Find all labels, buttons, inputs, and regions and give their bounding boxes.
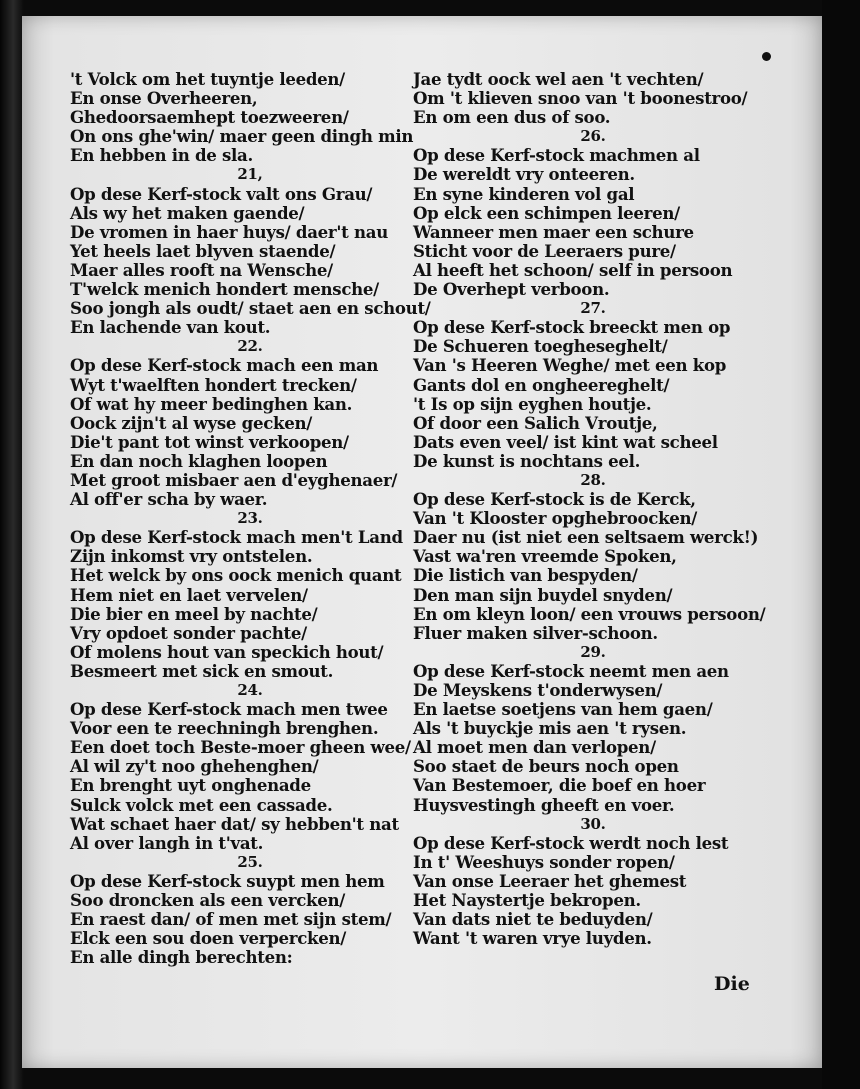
verse-line: Wyt t'waelften hondert trecken/ bbox=[70, 374, 357, 395]
stanza-number: 22. bbox=[237, 337, 263, 356]
verse-line: T'welck menich hondert mensche/ bbox=[70, 279, 379, 300]
verse-line: Al wil zy't noo ghehenghen/ bbox=[70, 756, 319, 777]
verse-line: Met groot misbaer aen d'eyghenaer/ bbox=[70, 469, 398, 490]
stanza-number: 29. bbox=[580, 642, 606, 661]
verse-line: Op dese Kerf-stock suypt men hem bbox=[70, 870, 385, 891]
verse-line: Een doet toch Beste-moer gheen wee/ bbox=[70, 737, 411, 758]
verse-line: Om 't klieven snoo van 't boonestroo/ bbox=[413, 88, 748, 109]
verse-line: Daer nu (ist niet een seltsaem werck!) bbox=[413, 527, 759, 548]
verse-line: Sticht voor de Leeraers pure/ bbox=[413, 240, 676, 261]
verse-line: Van 't Klooster opghebroocken/ bbox=[413, 508, 698, 529]
verse-line: Op dese Kerf-stock breeckt men op bbox=[413, 317, 731, 338]
verse-line: De wereldt vry onteeren. bbox=[413, 164, 635, 185]
page-edge-background bbox=[822, 0, 860, 1089]
stanza-number: 24. bbox=[237, 681, 263, 699]
verse-line: Al heeft het schoon/ self in persoon bbox=[413, 259, 733, 280]
verse-line: De kunst is nochtans eel. bbox=[413, 450, 641, 471]
right-text-column bbox=[413, 70, 773, 948]
verse-line: Op dese Kerf-stock mach men twee bbox=[70, 699, 388, 720]
verse-line: In t' Weeshuys sonder ropen/ bbox=[413, 851, 675, 872]
stanza-number: 28. bbox=[580, 470, 606, 489]
stanza-number: 25. bbox=[237, 852, 263, 871]
verse-line: Huysvestingh gheeft en voer. bbox=[413, 794, 675, 815]
verse-line: Van 's Heeren Weghe/ met een kop bbox=[413, 355, 727, 376]
verse-line: Den man sijn buydel snyden/ bbox=[413, 584, 673, 605]
verse-line: 't Is op sijn eyghen houtje. bbox=[413, 393, 652, 414]
verse-line: On ons ghe'win/ maer geen dingh min bbox=[70, 126, 414, 147]
verse-line: Wat schaet haer dat/ sy hebben't nat bbox=[70, 813, 399, 834]
verse-line: Op dese Kerf-stock mach een man bbox=[70, 355, 379, 376]
verse-line: Of molens hout van speckich hout/ bbox=[70, 641, 384, 662]
verse-line: En hebben in de sla. bbox=[70, 145, 253, 166]
verse-line: Op dese Kerf-stock machmen al bbox=[413, 145, 700, 166]
verse-line: Al off'er scha by waer. bbox=[70, 489, 268, 510]
verse-line: Op elck een schimpen leeren/ bbox=[413, 202, 680, 223]
verse-line: En om een dus of soo. bbox=[413, 107, 611, 128]
stanza-number: 30. bbox=[580, 814, 606, 833]
verse-line: En raest dan/ of men met sijn stem/ bbox=[70, 909, 392, 930]
verse-line: Fluer maken silver-schoon. bbox=[413, 622, 658, 643]
verse-line: De vromen in haer huys/ daer't nau bbox=[70, 221, 388, 242]
stanza-number: 23. bbox=[237, 509, 263, 528]
verse-line: En onse Overheeren, bbox=[70, 88, 258, 109]
verse-line: En lachende van kout. bbox=[70, 317, 271, 338]
verse-line: Van onse Leeraer het ghemest bbox=[413, 870, 687, 891]
verse-line: Al moet men dan verlopen/ bbox=[413, 737, 656, 758]
verse-line: Sulck volck met een cassade. bbox=[70, 794, 333, 815]
verse-line: Vry opdoet sonder pachte/ bbox=[70, 622, 307, 643]
verse-line: Soo staet de beurs noch open bbox=[413, 756, 679, 777]
verse-line: Hem niet en laet vervelen/ bbox=[70, 584, 308, 605]
verse-line: Van dats niet te beduyden/ bbox=[413, 909, 653, 930]
verse-line: Jae tydt oock wel aen 't vechten/ bbox=[413, 69, 704, 89]
stanza-number: 21, bbox=[237, 165, 263, 184]
verse-line: Op dese Kerf-stock werdt noch lest bbox=[413, 832, 729, 853]
verse-line: En alle dingh berechten: bbox=[70, 947, 293, 968]
verse-line: Het welck by ons oock menich quant bbox=[70, 565, 402, 586]
verse-line: Dats even veel/ ist kint wat scheel bbox=[413, 431, 718, 452]
verse-line: En dan noch klaghen loopen bbox=[70, 450, 328, 471]
verse-line: Soo jongh als oudt/ staet aen en schout/ bbox=[70, 298, 431, 319]
verse-line: Op dese Kerf-stock is de Kerck, bbox=[413, 489, 696, 510]
verse-line: En syne kinderen vol gal bbox=[413, 183, 635, 204]
verse-line: Yet heels laet blyven staende/ bbox=[70, 240, 336, 261]
verse-line: Oock zijn't al wyse gecken/ bbox=[70, 412, 312, 433]
verse-line: Op dese Kerf-stock neemt men aen bbox=[413, 660, 729, 681]
verse-line: Van Bestemoer, die boef en hoer bbox=[413, 775, 706, 796]
verse-line: De Meyskens t'onderwysen/ bbox=[413, 680, 663, 700]
verse-line: Voor een te reechningh brenghen. bbox=[70, 718, 379, 739]
verse-line: En om kleyn loon/ een vrouws persoon/ bbox=[413, 603, 766, 624]
verse-line: En laetse soetjens van hem gaen/ bbox=[413, 699, 713, 720]
verse-line: Als wy het maken gaende/ bbox=[70, 202, 305, 223]
verse-line: De Schueren toegheseghelt/ bbox=[413, 336, 668, 357]
verse-line: Soo droncken als een vercken/ bbox=[70, 890, 346, 911]
verse-line: Gants dol en ongheereghelt/ bbox=[413, 374, 670, 395]
verse-line: Die't pant tot winst verkoopen/ bbox=[70, 431, 349, 452]
verse-line: Al over langh in t'vat. bbox=[70, 832, 264, 853]
left-text-column bbox=[70, 70, 430, 967]
verse-line: Of door een Salich Vroutje, bbox=[413, 412, 658, 433]
verse-line: Want 't waren vrye luyden. bbox=[413, 928, 652, 949]
verse-line: Die bier en meel by nachte/ bbox=[70, 603, 318, 624]
verse-line: Zijn inkomst vry ontstelen. bbox=[70, 546, 313, 567]
verse-line: 't Volck om het tuyntje leeden/ bbox=[70, 69, 345, 89]
verse-line: Die listich van bespyden/ bbox=[413, 565, 638, 586]
verse-line: Maer alles rooft na Wensche/ bbox=[70, 259, 333, 280]
verse-line: Elck een sou doen verpercken/ bbox=[70, 928, 347, 949]
verse-line: Ghedoorsaemhept toezweeren/ bbox=[70, 107, 349, 128]
catchword: Die bbox=[714, 973, 750, 995]
verse-line: En brenght uyt onghenade bbox=[70, 775, 311, 796]
verse-line: Of wat hy meer bedinghen kan. bbox=[70, 393, 353, 414]
verse-line: Vast wa'ren vreemde Spoken, bbox=[413, 546, 677, 567]
verse-line: Op dese Kerf-stock mach men't Land bbox=[70, 527, 403, 548]
stanza-number: 27. bbox=[580, 299, 606, 318]
verse-line: Het Naystertje bekropen. bbox=[413, 890, 641, 911]
verse-line: Besmeert met sick en smout. bbox=[70, 660, 334, 681]
stanza-number: 26. bbox=[580, 127, 606, 146]
verse-line: Op dese Kerf-stock valt ons Grau/ bbox=[70, 183, 373, 204]
book-gutter-shadow bbox=[0, 0, 24, 1089]
verse-line: Als 't buyckje mis aen 't rysen. bbox=[413, 718, 687, 739]
verse-line: De Overhept verboon. bbox=[413, 279, 610, 300]
ink-spot bbox=[762, 52, 771, 61]
verse-line: Wanneer men maer een schure bbox=[413, 221, 694, 242]
